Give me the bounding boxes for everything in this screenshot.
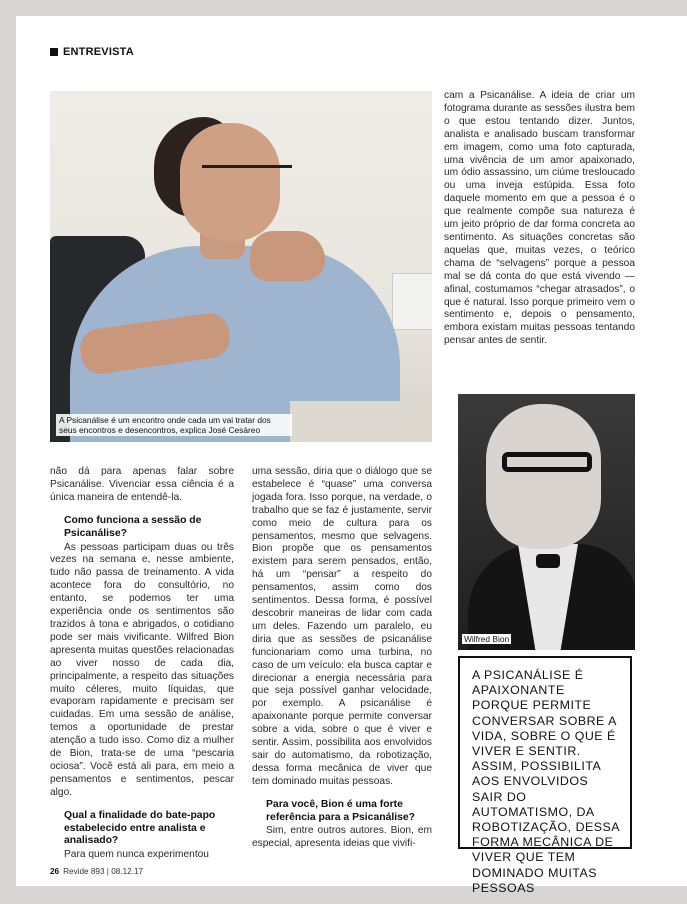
pull-quote: A PSICANÁLISE É APAIXONANTE PORQUE PERMITE CONVERSAR SOBRE A VIDA, SOBRE O QUE É VIVER E SENTIR. ASSIM, POSSIBILITA AOS ENVOLVIDOS SAIR DO AUTOMATISMO, DA ROBOTIZAÇÃO, DESSA FORMA MECÂNICA DE VIVER QUE TEM DOMINADO MUITAS PESSOAS: [458, 656, 632, 849]
interview-question: Como funciona a sessão de Psicanálise?: [64, 514, 202, 539]
glasses-image: [202, 165, 292, 184]
article-column-left: [50, 466, 234, 862]
paragraph: não dá para apenas falar sobre Psicanálise. Vivenciar essa ciência é a única maneira de entendê-la.: [50, 466, 234, 503]
page-footer: [50, 867, 143, 876]
interview-answer: Para quem nunca experimentou: [64, 849, 209, 861]
section-label: ENTREVISTA: [63, 46, 134, 58]
article-column-middle: [252, 466, 432, 851]
gesturing-hand-image: [250, 231, 325, 281]
photo-caption: A Psicanálise é um encontro onde cada um vai tratar dos seus encontros e desencontros, explica José Cesáreo: [56, 414, 292, 436]
section-header: [50, 46, 134, 58]
page-number: 26: [50, 867, 60, 876]
magazine-page: [16, 16, 687, 895]
bow-tie-image: [536, 554, 560, 568]
printer-image: [392, 273, 432, 330]
desk-image: [290, 401, 432, 442]
interview-question: Para você, Bion é uma forte referência para a Psicanálise?: [266, 798, 416, 823]
bion-head-image: [486, 404, 601, 549]
interview-question: Qual a finalidade do bate-papo estabelecido entre analista e analisado?: [64, 809, 216, 847]
interview-answer: Sim, entre outros autores. Bion, em especial, apresenta ideias que vivifi-: [252, 825, 432, 850]
section-square-icon: [50, 48, 58, 56]
paragraph: uma sessão, diria que o diálogo que se estabelece é “quase” uma conversa jogada fora. Isso porque, na verdade, o trabalho que se faz é justamente, servir como meio de cultura para os pensamentos, mesmo que selvagens. Bion propõe que os pensamentos existem para serem pensados, então, há um “pensar” a respeito do pensamentos, assim como dos sentimentos. Dessa forma, é possível descobrir maneiras de lidar com cada um deles. Fazendo um paralelo, eu diria que as sessões de psicanálise funcionariam como uma turbina, no caso de um veículo: ela busca captar e direcionar a energia necessária para que seja possível ganhar velocidade, por exemplo. A psicanálise é apaixonante porque permite conversar sobre a vida, sobre o que é viver e sentir. Assim, possibilita aos envolvidos sair do automatismo, da robotização, dessa forma mecânica de viver que tem dominado muitas pessoas.: [252, 466, 432, 787]
paragraph: cam a Psicanálise. A ideia de criar um fotograma durante as sessões ilustra bem o que estou tentando dizer. Juntos, analista e analisado buscam transformar em imagem, como uma foto capturada, uma vivência de um amor apaixonado, um ódio assassino, um ciúme tresloucado ou uma inveja estúpida. Essa foto daquele momento em que a pessoa é o que realmente compõe sua natureza é um jeito próprio de dar forma concreta ao sentimento. As situações concretas são aquelas que, muitas vezes, o teórico chama de “selvagens” porque a pessoa mal se dá conta do que está vivendo — afinal, costumamos “chegar atrasados”, o que é natural. Isso porque primeiro vem o sentimento e, depois o pensamento, embora existam muitas pessoas tentando pensar antes de sentir.: [444, 90, 635, 347]
issue-info: Revide 893 | 08.12.17: [63, 867, 144, 876]
interview-photo: [50, 91, 432, 442]
interview-answer: As pessoas participam duas ou três vezes na semana e, nesse ambiente, tudo não passa de treinamento. A vida acontece fora do consultório, no entanto, se podemos ter uma experiência onde os sentimentos são trazidos à tona e abrigados, o cotidiano pode ser mais vivificante. Wilfred Bion apresenta muitas questões relacionadas ao viver nosso de cada dia, principalmente, a respeito das situações muito céleres, muito líquidas, que evaporam rapidamente e precisam ser cuidadas. Em uma sessão de análise, temos a oportunidade de prestar atenção a tudo isso. Como diz a mulher de Bion, trata-se de uma “pescaria ociosa”. Você está ali para, em meio a pensamentos e sentimentos, pescar algo.: [50, 541, 234, 798]
glasses-image: [502, 452, 592, 472]
article-column-top-right: [444, 90, 635, 348]
photo-caption: Wilfred Bion: [464, 634, 510, 644]
bion-portrait-photo: [458, 394, 635, 650]
